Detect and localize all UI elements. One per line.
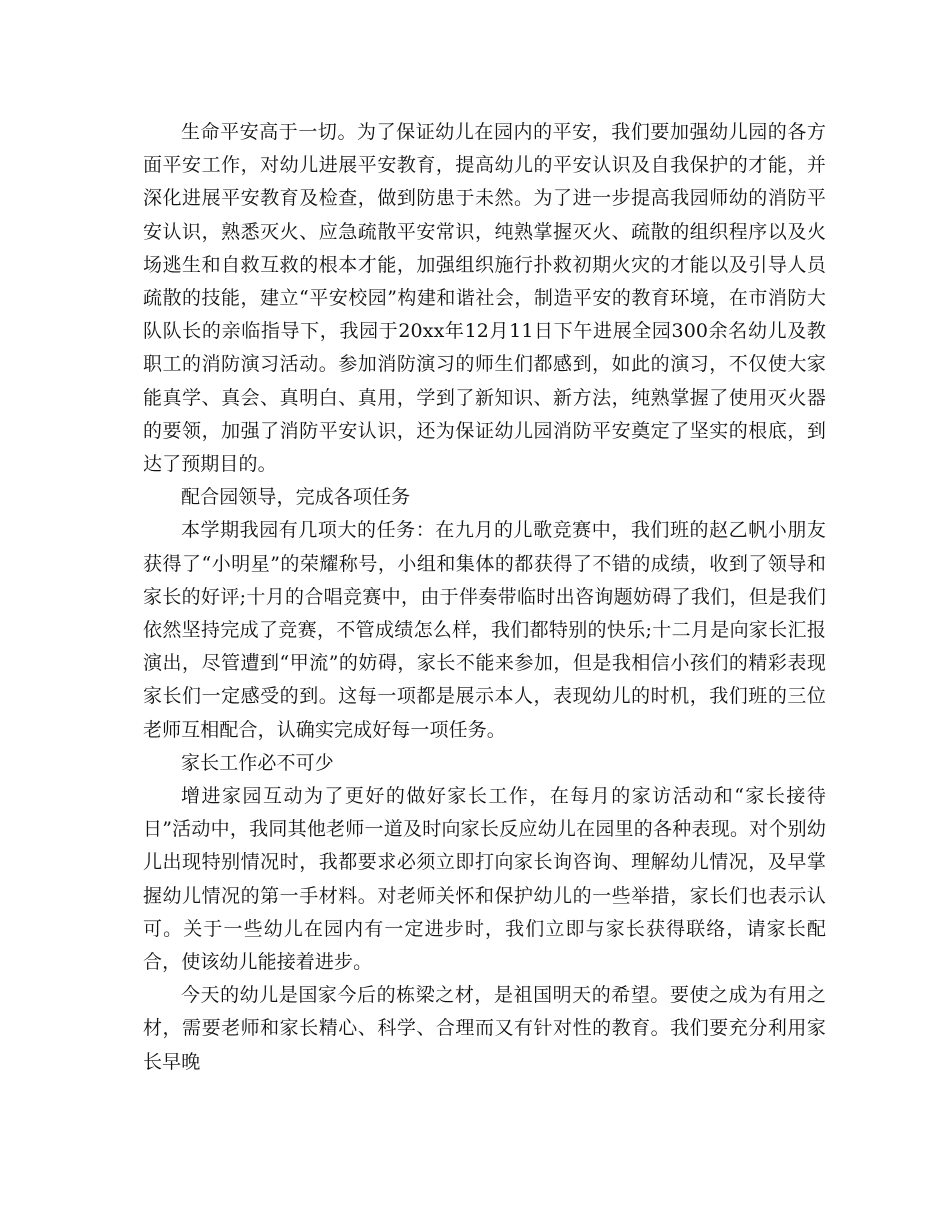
paragraph-children-future: 今天的幼儿是国家今后的栋梁之材，是祖国明天的希望。要使之成为有用之材，需要老师和家长精心、科学、合理而又有针对性的教育。我们要充分利用家长早晚	[143, 984, 826, 1073]
paragraph-home-school-interaction: 增进家园互动为了更好的做好家长工作，在每月的家访活动和“家长接待日”活动中，我同其他老师一道及时向家长反应幼儿在园里的各种表现。对个别幼儿出现特别情况时，我都要求必须立即打向家长询咨询、理解幼儿情况，及早掌握幼儿情况的第一手材料。对老师关怀和保护幼儿的一些举措，家长们也表示认可。关于一些幼儿在园内有一定进步时，我们立即与家长获得联络，请家长配合，使该幼儿能接着进步。	[143, 785, 826, 974]
paragraph-tasks: 本学期我园有几项大的任务：在九月的儿歌竞赛中，我们班的赵乙帆小朋友获得了“小明星”的荣耀称号，小组和集体的都获得了不错的成绩，收到了领导和家长的好评;十月的合唱竞赛中，由于伴奏带临时出咨询题妨碍了我们，但是我们依然坚持完成了竞赛，不管成绩怎么样，我们都特别的快乐;十二月是向家长汇报演出，尽管遭到“甲流”的妨碍，家长不能来参加，但是我相信小孩们的精彩表现家长们一定感受的到。这每一项都是展示本人，表现幼儿的时机，我们班的三位老师互相配合，认确实完成好每一项任务。	[143, 519, 826, 741]
heading-parent-work: 家长工作必不可少	[181, 751, 334, 774]
paragraph-fire-safety: 生命平安高于一切。为了保证幼儿在园内的平安，我们要加强幼儿园的各方面平安工作，对幼儿进展平安教育，提高幼儿的平安认识及自我保护的才能，并深化进展平安教育及检查，做到防患于未然。为了进一步提高我园师幼的消防平安认识，熟悉灭火、应急疏散平安常识，纯熟掌握灭火、疏散的组织程序以及火场逃生和自救互救的根本才能，加强组织施行扑救初期火灾的才能以及引导人员疏散的技能，建立“平安校园”构建和谐社会，制造平安的教育环境，在市消防大队队长的亲临指导下，我园于20xx年12月11日下午进展全园300余名幼儿及教职工的消防演习活动。参加消防演习的师生们都感到，如此的演习，不仅使大家能真学、真会、真明白、真用，学到了新知识、新方法，纯熟掌握了使用灭火器的要领，加强了消防平安认识，还为保证幼儿园消防平安奠定了坚实的根底，到达了预期目的。	[143, 121, 826, 476]
document-page	[143, 116, 826, 1079]
heading-cooperate-leadership: 配合园领导，完成各项任务	[181, 486, 411, 509]
